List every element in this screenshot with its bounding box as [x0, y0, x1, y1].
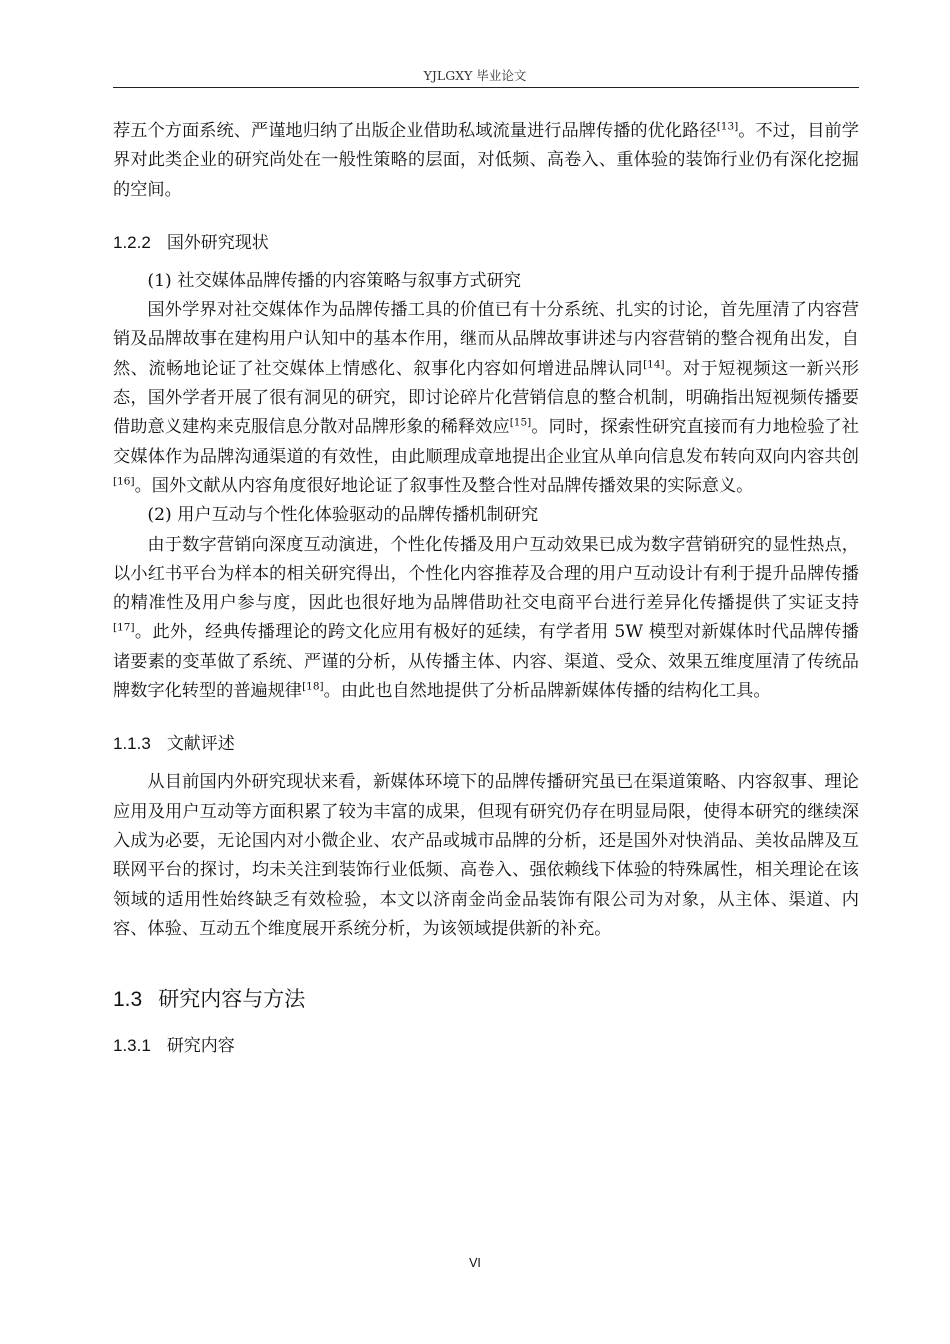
citation-15[interactable]: [15]: [509, 416, 532, 429]
citation-18[interactable]: [18]: [302, 680, 324, 693]
page-body: [113, 117, 859, 1070]
paragraph-user-interaction: 由于数字营销向深度互动演进，个性化传播及用户互动效果已成为数字营销研究的显性热点，以小红书平台为样本的相关研究得出，个性化内容推荐及合理的用户互动设计有利于提升品牌传播的精准性及用户参与度，因此也很好地为品牌借助社交电商平台进行差异化传播提供了实证支持[17]。此外，经典传播理论的跨文化应用有极好的延续，有学者用 5W 模型对新媒体时代品牌传播诸要素的变革做了系统、严谨的分析，从传播主体、内容、渠道、受众、效果五维度厘清了传统品牌数字化转型的普遍规律[18]。由此也自然地提供了分析品牌新媒体传播的结构化工具。: [113, 534, 859, 702]
citation-13[interactable]: [13]: [716, 120, 739, 133]
section-heading-1-2-2: 1.2.2 国外研究现状: [113, 232, 269, 252]
paragraph-continued: 荐五个方面系统、严谨地归纳了出版企业借助私域流量进行品牌传播的优化路径[13]。不过，目前学界对此类企业的研究尚处在一般性策略的层面，对低频、高卷入、重体验的装饰行业仍有深化挖掘的空间。: [113, 120, 859, 200]
paragraph-literature-review: 从目前国内外研究现状来看，新媒体环境下的品牌传播研究虽已在渠道策略、内容叙事、理论应用及用户互动等方面积累了较为丰富的成果，但现有研究仍存在明显局限，使得本研究的继续深入成为必要，无论国内对小微企业、农产品或城市品牌的分析，还是国外对快消品、美妆品牌及互联网平台的探讨，均未关注到装饰行业低频、高卷入、强依赖线下体验的特殊属性，相关理论在该领域的适用性始终缺乏有效检验，本文以济南金尚金品装饰有限公司为对象，从主体、渠道、内容、体验、互动五个维度展开系统分析，为该领域提供新的补充。: [113, 772, 859, 939]
subtopic-2: (2) 用户互动与个性化体验驱动的品牌传播机制研究: [147, 505, 539, 526]
citation-14[interactable]: [14]: [643, 358, 665, 371]
section-heading-1-1-3: 1.1.3 文献评述: [113, 734, 235, 754]
header-rule: [113, 87, 859, 88]
section-heading-1-3: 1.3 研究内容与方法: [113, 988, 306, 1012]
page-number: VI: [469, 1256, 481, 1270]
section-heading-1-3-1: 1.3.1 研究内容: [113, 1036, 235, 1056]
citation-16[interactable]: [16]: [113, 475, 135, 488]
paragraph-content-strategy: 国外学界对社交媒体作为品牌传播工具的价值已有十分系统、扎实的讨论，首先厘清了内容营销及品牌故事在建构用户认知中的基本作用，继而从品牌故事讲述与内容营销的整合视角出发，自然、流畅地论证了社交媒体上情感化、叙事化内容如何增进品牌认同[14]。对于短视频这一新兴形态，国外学者开展了很有洞见的研究，即讨论碎片化营销信息的整合机制，明确指出短视频传播要借助意义建构来克服信息分散对品牌形象的稀释效应[15]。同时，探索性研究直接而有力地检验了社交媒体作为品牌沟通渠道的有效性，由此顺理成章地提出企业宜从单向信息发布转向双向内容共创[16]。国外文献从内容角度很好地论证了叙事性及整合性对品牌传播效果的实际意义。: [113, 300, 859, 496]
running-header: YJLGXY 毕业论文: [423, 68, 527, 83]
citation-17[interactable]: [17]: [113, 621, 135, 634]
subtopic-1: (1) 社交媒体品牌传播的内容策略与叙事方式研究: [147, 270, 521, 291]
